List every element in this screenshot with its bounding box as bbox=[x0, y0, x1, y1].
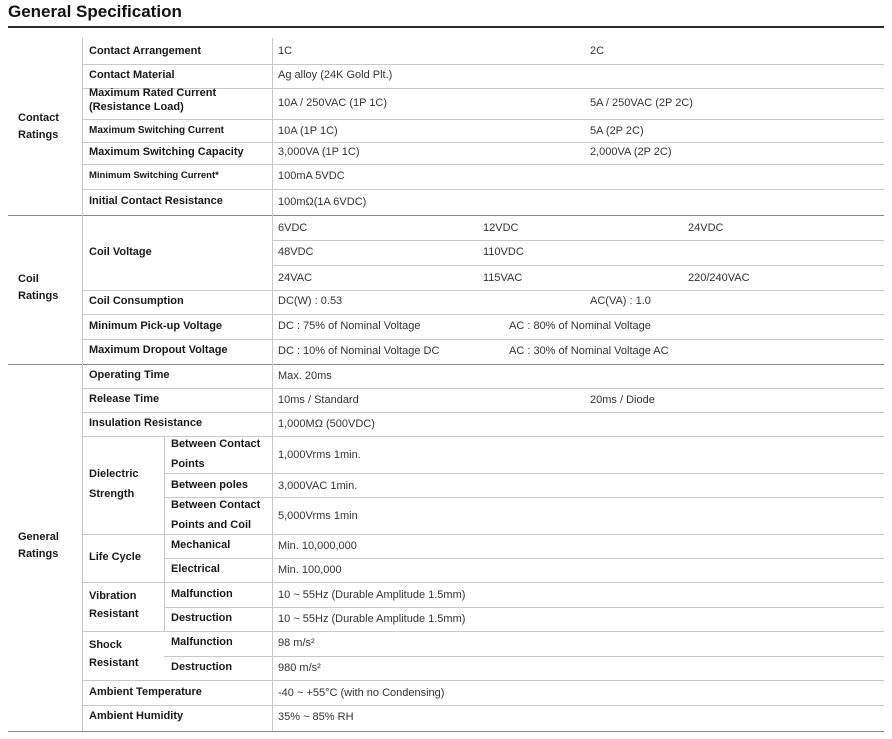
value-mechanical: Min. 10,000,000 bbox=[278, 540, 357, 552]
section-label-contact-ratings: Contact Ratings bbox=[18, 112, 59, 141]
row-label-max-dropout-voltage: Maximum Dropout Voltage bbox=[89, 344, 228, 356]
column-divider-section bbox=[82, 38, 83, 731]
section-divider-contact-coil bbox=[8, 215, 884, 216]
coil-voltage-value: 115VAC bbox=[483, 272, 523, 284]
section-label-general-ratings: General Ratings bbox=[18, 531, 59, 560]
value-max-rated-current-2c: 5A / 250VAC (2P 2C) bbox=[590, 97, 693, 109]
row-label-min-switching-current: Minimum Switching Current* bbox=[89, 170, 219, 181]
row-line bbox=[82, 680, 884, 681]
row-label-vibration-resistant: Vibration Resistant bbox=[89, 590, 139, 620]
value-min-pickup-voltage-ac: AC : 80% of Nominal Voltage bbox=[509, 320, 651, 332]
value-max-switching-current-1c: 10A (1P 1C) bbox=[278, 125, 338, 137]
coil-voltage-value: 48VDC bbox=[278, 246, 314, 258]
value-electrical: Min. 100,000 bbox=[278, 564, 342, 576]
row-label-contact-arrangement: Contact Arrangement bbox=[89, 45, 202, 57]
row-label-contact-material: Contact Material bbox=[89, 69, 175, 81]
value-between-contact-points-and-coil: 5,000Vrms 1min bbox=[278, 510, 358, 522]
sublabel-vibration-destruction: Destruction bbox=[171, 612, 233, 624]
value-shock-malfunction: 98 m/s² bbox=[278, 637, 315, 649]
coil-voltage-value: 24VDC bbox=[688, 222, 724, 234]
row-label-ambient-temperature: Ambient Temperature bbox=[89, 686, 202, 698]
row-label-max-rated-current-line2: (Resistance Load) bbox=[89, 101, 184, 113]
row-label-initial-contact-resistance: Initial Contact Resistance bbox=[89, 195, 223, 207]
row-line bbox=[82, 290, 884, 291]
value-coil-consumption-ac: AC(VA) : 1.0 bbox=[590, 295, 651, 307]
row-label-coil-consumption: Coil Consumption bbox=[89, 295, 184, 307]
row-label-max-rated-current-line1: Maximum Rated Current bbox=[89, 87, 217, 99]
value-vibration-destruction: 10 ~ 55Hz (Durable Amplitude 1.5mm) bbox=[278, 613, 466, 625]
row-line bbox=[82, 582, 884, 583]
value-operating-time: Max. 20ms bbox=[278, 370, 332, 382]
value-min-pickup-voltage-dc: DC : 75% of Nominal Voltage bbox=[278, 320, 421, 332]
column-divider-value bbox=[272, 38, 273, 731]
column-divider-sublabel bbox=[164, 436, 165, 631]
row-line bbox=[82, 388, 884, 389]
value-between-poles: 3,000VAC 1min. bbox=[278, 480, 358, 492]
sublabel-shock-malfunction: Malfunction bbox=[171, 636, 233, 648]
value-max-switching-current-2c: 5A (2P 2C) bbox=[590, 125, 644, 137]
value-release-time-standard: 10ms / Standard bbox=[278, 394, 359, 406]
value-ambient-temperature: -40 ~ +55°C (with no Condensing) bbox=[278, 687, 445, 699]
row-label-min-pickup-voltage: Minimum Pick-up Voltage bbox=[89, 320, 223, 332]
row-label-insulation-resistance: Insulation Resistance bbox=[89, 417, 203, 429]
row-label-operating-time: Operating Time bbox=[89, 369, 170, 381]
coil-voltage-value: 6VDC bbox=[278, 222, 308, 234]
sublabel-shock-destruction: Destruction bbox=[171, 661, 233, 673]
sublabel-electrical: Electrical bbox=[171, 563, 220, 575]
value-contact-arrangement-2c: 2C bbox=[590, 45, 605, 57]
row-line bbox=[82, 314, 884, 315]
value-max-switching-capacity-1c: 3,000VA (1P 1C) bbox=[278, 146, 360, 158]
sublabel-vibration-malfunction: Malfunction bbox=[171, 588, 233, 600]
sublabel-between-contact-points-and-coil: Between Contact Points and Coil bbox=[171, 499, 261, 531]
row-label-ambient-humidity: Ambient Humidity bbox=[89, 710, 184, 722]
row-label-max-switching-capacity: Maximum Switching Capacity bbox=[89, 146, 244, 158]
value-max-rated-current-1c: 10A / 250VAC (1P 1C) bbox=[278, 97, 388, 109]
row-line bbox=[82, 164, 884, 165]
value-max-dropout-voltage-ac: AC : 30% of Nominal Voltage AC bbox=[509, 345, 669, 357]
row-line bbox=[82, 412, 884, 413]
sublabel-between-contact-points: Between Contact Points bbox=[171, 438, 261, 470]
row-label-life-cycle: Life Cycle bbox=[89, 551, 141, 563]
sublabel-between-poles: Between poles bbox=[171, 479, 249, 491]
row-label-shock-resistant: Shock Resistant bbox=[89, 639, 139, 669]
value-coil-consumption-dc: DC(W) : 0.53 bbox=[278, 295, 343, 307]
coil-voltage-value: 220/240VAC bbox=[688, 272, 750, 284]
row-label-max-switching-current: Maximum Switching Current bbox=[89, 125, 225, 136]
row-line bbox=[272, 240, 884, 241]
coil-voltage-value: 24VAC bbox=[278, 272, 313, 284]
title-underline bbox=[8, 26, 884, 28]
value-max-switching-capacity-2c: 2,000VA (2P 2C) bbox=[590, 146, 672, 158]
value-shock-destruction: 980 m/s² bbox=[278, 662, 321, 674]
value-contact-arrangement-1c: 1C bbox=[278, 45, 293, 57]
value-contact-material: Ag alloy (24K Gold Plt.) bbox=[278, 69, 393, 81]
row-label-coil-voltage: Coil Voltage bbox=[89, 246, 152, 258]
row-line bbox=[82, 189, 884, 190]
value-release-time-diode: 20ms / Diode bbox=[590, 394, 655, 406]
row-label-release-time: Release Time bbox=[89, 393, 160, 405]
row-line bbox=[82, 119, 884, 120]
row-line bbox=[272, 265, 884, 266]
section-label-coil-ratings: Coil Ratings bbox=[18, 273, 59, 302]
value-ambient-humidity: 35% ~ 85% RH bbox=[278, 711, 354, 723]
value-vibration-malfunction: 10 ~ 55Hz (Durable Amplitude 1.5mm) bbox=[278, 589, 466, 601]
value-between-contact-points: 1,000Vrms 1min. bbox=[278, 449, 361, 461]
table-bottom-border bbox=[8, 731, 884, 732]
value-max-dropout-voltage-dc: DC : 10% of Nominal Voltage DC bbox=[278, 345, 440, 357]
coil-voltage-value: 110VDC bbox=[483, 246, 524, 258]
row-label-dielectric-strength: Dielectric Strength bbox=[89, 468, 139, 500]
page-title: General Specification bbox=[8, 2, 182, 21]
row-line bbox=[82, 64, 884, 65]
value-min-switching-current: 100mA 5VDC bbox=[278, 170, 345, 182]
coil-voltage-value: 12VDC bbox=[483, 222, 519, 234]
value-insulation-resistance: 1,000MΩ (500VDC) bbox=[278, 418, 375, 430]
sublabel-mechanical: Mechanical bbox=[171, 539, 231, 551]
value-initial-contact-resistance: 100mΩ(1A 6VDC) bbox=[278, 196, 367, 208]
row-line bbox=[82, 705, 884, 706]
